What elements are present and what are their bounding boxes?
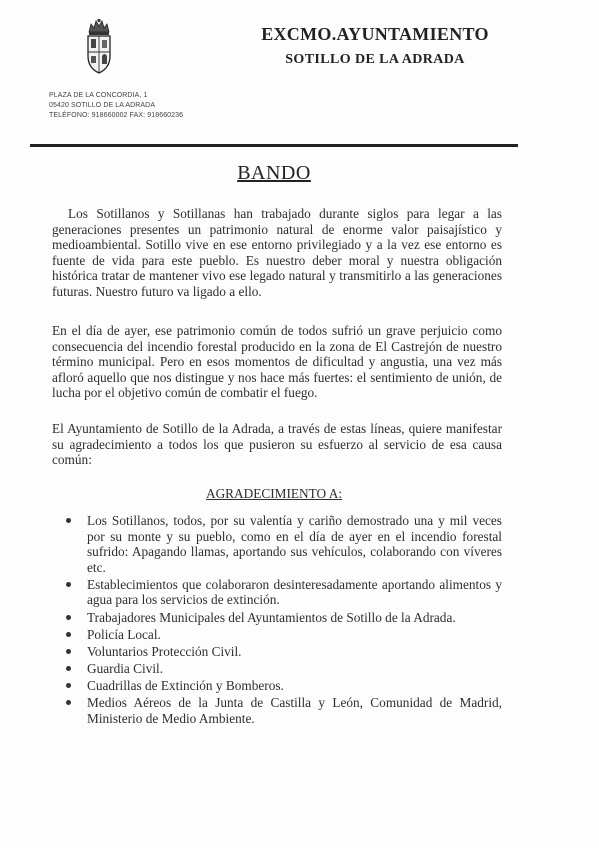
org-title: EXCMO.AYUNTAMIENTO [261,24,489,44]
address-block [49,91,249,121]
acknowledgements-list [62,513,502,728]
list-item [62,695,502,726]
list-item-text: Guardia Civil. [87,660,164,676]
address-line: 05420 SOTILLO DE LA ADRADA [49,102,156,109]
list-item-text: Trabajadores Municipales del Ayuntamientos de Sotillo de la Adrada. [87,609,456,625]
list-item [62,661,502,677]
acknowledgements-heading: AGRADECIMIENTO A: [205,486,343,501]
body-paragraph: En el día de ayer, ese patrimonio común de todos sufrió un grave perjuicio como consecuencia del incendio forestal producido en la zona de El Castrejón de nuestro término municipal. Pero en esos momentos de dificultad y angustia, una vez más afloró aquello que nos distingue y nos hace más fuertes: el sentimiento de unión, de lucha por el objetivo común de combatir el fuego. [52,323,502,401]
body-paragraph: Los Sotillanos y Sotillanas han trabajado durante siglos para legar a las generaciones presentes un patrimonio natural de enorme valor paisajístico y medioambiental. Sotillo vive en ese entorno privilegiado y a la vez ese entorno es fuente de vida para este pueblo. Es nuestro deber moral y nuestra obligación histórica tratar de mantener vivo ese legado natural y transmitirlo a las generaciones futuras. Nuestro futuro va ligado a ello. [52,206,502,299]
list-item-text: Medios Aéreos de la Junta de Castilla y León, Comunidad de Madrid, Ministerio de Medio Ambiente. [87,695,502,726]
bullet-icon [66,666,71,671]
list-item-text: Policía Local. [87,626,161,642]
list-item-text: Voluntarios Protección Civil. [87,643,242,659]
list-item [62,627,502,643]
bullet-icon [66,683,71,688]
list-item-text: Los Sotillanos, todos, por su valentía y cariño demostrado una y mil veces por su monte y su pueblo, como en el día de ayer en el incendio forestal sufrido: Apagando llamas, aportando sus vehículos, colaborando con víveres etc. [87,513,502,575]
list-item [62,577,502,608]
list-item [62,644,502,660]
bullet-icon [66,582,71,587]
list-item [62,678,502,694]
coat-of-arms-icon [83,18,115,76]
address-line: PLAZA DE LA CONCORDIA, 1 [49,92,148,99]
document-title: BANDO [237,162,311,184]
list-item-text: Cuadrillas de Extinción y Bomberos. [87,677,284,693]
org-subtitle: SOTILLO DE LA ADRADA [285,52,465,67]
bullet-icon [66,518,71,523]
bullet-icon [66,615,71,620]
list-item-text: Establecimientos que colaboraron desinteresadamente aportando alimentos y agua para los servicios de extinción. [87,576,502,608]
bullet-icon [66,700,71,705]
bullet-icon [66,649,71,654]
contact-line: TELÉFONO: 918660002 FAX: 918660236 [49,112,184,119]
bullet-icon [66,632,71,637]
list-item [62,513,502,575]
body-paragraph: El Ayuntamiento de Sotillo de la Adrada, a través de estas líneas, quiere manifestar su agradecimiento a todos los que pusieron su esfuerzo al servicio de esa causa común: [52,421,502,468]
header-divider [30,144,518,147]
list-item [62,610,502,626]
